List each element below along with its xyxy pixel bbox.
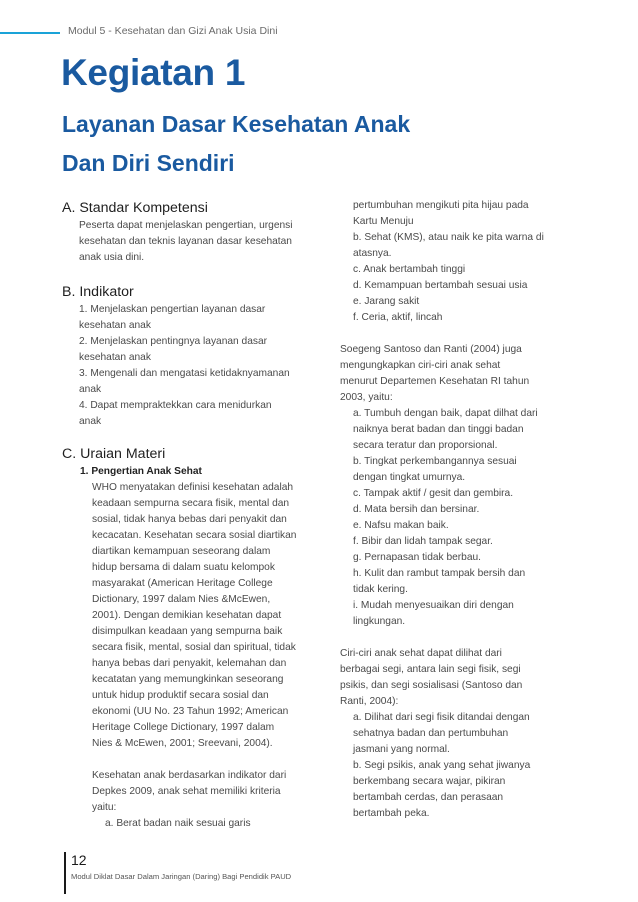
text-line: kecatatan yang memungkinkan seseorang (92, 674, 284, 685)
text-line: menurut Departemen Kesehatan RI tahun (340, 376, 530, 387)
list-item: b. Tingkat perkembangannya sesuai (353, 456, 517, 467)
text-line: yaitu: (92, 802, 117, 813)
list-item: sehatnya badan dan pertumbuhan (353, 728, 509, 739)
list-item: naiknya berat badan dan tinggi badan (353, 424, 524, 435)
text-line: Soegeng Santoso dan Ranti (2004) juga (340, 344, 522, 355)
list-item: b. Sehat (KMS), atau naik ke pita warna di (353, 232, 544, 243)
list-item: Kartu Menuju (353, 216, 414, 227)
text-line: Heritage College Dictionary, 1997 dalam (92, 722, 275, 733)
right-column (340, 198, 612, 822)
list-item: g. Pernapasan tidak berbau. (353, 552, 482, 563)
text-line: berbagai segi, antara lain segi fisik, segi (340, 664, 521, 675)
list-item: berkembang secara wajar, pikiran (353, 776, 506, 787)
text-line: Depkes 2009, anak sehat memiliki kriteria (92, 786, 281, 797)
criteria-list (340, 198, 612, 326)
list-item: d. Mata bersih dan bersinar. (353, 504, 480, 515)
list-item: i. Mudah menyesuaikan diri dengan (353, 600, 514, 611)
text-line: secara fisik, mental, sosial dan spiritual, tidak (92, 642, 296, 653)
section-a-heading: A. Standar Kompetensi (62, 200, 208, 216)
list-item: atasnya. (353, 248, 392, 259)
list-item: h. Kulit dan rambut tampak bersih dan (353, 568, 526, 579)
list-item: 3. Mengenali dan mengatasi ketidaknyamanan (79, 368, 290, 379)
list-item: c. Anak bertambah tinggi (353, 264, 466, 275)
text-line: kecacatan. Kesehatan secara sosial diartikan (92, 530, 297, 541)
text-line: Peserta dapat menjelaskan pengertian, urgensi (79, 220, 293, 231)
criteria-list-3 (340, 710, 612, 822)
text-line: ekonomi (UU No. 23 Tahun 1992; American (92, 706, 289, 717)
list-item: 4. Dapat mempraktekkan cara menidurkan (79, 400, 272, 411)
section-b-list (62, 302, 312, 430)
paragraph (340, 342, 612, 406)
text-line: sosial, tidak hanya bebas dari penyakit dan (92, 514, 287, 525)
list-item: c. Tampak aktif / gesit dan gembira. (353, 488, 514, 499)
page-title: Kegiatan 1 (61, 52, 246, 93)
list-item: pertumbuhan mengikuti pita hijau pada (353, 200, 529, 211)
header-rule (0, 32, 60, 34)
list-item: e. Nafsu makan baik. (353, 520, 449, 531)
text-line: masyarakat (American Heritage College (92, 578, 273, 589)
text-line: keadaan sempurna secara fisik, mental dan (92, 498, 290, 509)
page-subtitle-line2: Dan Diri Sendiri (62, 150, 235, 176)
list-item: f. Ceria, aktif, lincah (353, 312, 443, 323)
list-item: e. Jarang sakit (353, 296, 420, 307)
text-line: hanya bebas dari penyakit, kelemahan dan (92, 658, 287, 669)
list-item: 2. Menjelaskan pentingnya layanan dasar (79, 336, 268, 347)
list-item: bertambah peka. (353, 808, 430, 819)
list-item: anak (79, 384, 102, 395)
paragraph (340, 646, 612, 710)
list-item: jasmani yang normal. (353, 744, 450, 755)
footer-rule (64, 852, 66, 894)
list-item: dengan tingkat umurnya. (353, 472, 466, 483)
text-line: psikis, dan segi sosialisasi (Santoso dan (340, 680, 523, 691)
page-subtitle-line1: Layanan Dasar Kesehatan Anak (62, 111, 411, 137)
text-line: anak usia dini. (79, 252, 145, 263)
list-item: b. Segi psikis, anak yang sehat jiwanya (353, 760, 531, 771)
list-item: kesehatan anak (79, 320, 151, 331)
running-header: Modul 5 - Kesehatan dan Gizi Anak Usia Dini (68, 25, 278, 37)
list-item: tidak kering. (353, 584, 408, 595)
text-line: hidup bersama di dalam suatu kelompok (92, 562, 275, 573)
section-b-heading: B. Indikator (62, 284, 134, 300)
text-line: Ciri-ciri anak sehat dapat dilihat dari (340, 648, 502, 659)
text-line: 2003, yaitu: (340, 392, 393, 403)
text-line: 2001). Dengan demikian kesehatan dapat (92, 610, 282, 621)
text-line: Kesehatan anak berdasarkan indikator dari (92, 770, 287, 781)
list-item: anak (79, 416, 102, 427)
list-item: kesehatan anak (79, 352, 151, 363)
text-line: Dictionary, 1997 dalam Nies &McEwen, (92, 594, 271, 605)
text-line: disimpulkan keadaan yang sempurna baik (92, 626, 283, 637)
text-line: mengungkapkan ciri-ciri anak sehat (340, 360, 501, 371)
list-item: 1. Menjelaskan pengertian layanan dasar (79, 304, 266, 315)
left-column (62, 198, 312, 832)
section-c-body (62, 480, 312, 832)
list-item: bertambah cerdas, dan perasaan (353, 792, 504, 803)
text-line: Nies & McEwen, 2001; Sreevani, 2004). (92, 738, 273, 749)
list-item: f. Bibir dan lidah tampak segar. (353, 536, 493, 547)
page-number: 12 (71, 852, 87, 868)
subsection-heading: 1. Pengertian Anak Sehat (80, 466, 202, 477)
text-line: Ranti, 2004): (340, 696, 399, 707)
list-item: lingkungan. (353, 616, 406, 627)
text-line: diartikan kemampuan seseorang dalam (92, 546, 271, 557)
criteria-list-2 (340, 406, 612, 630)
list-item: a. Tumbuh dengan baik, dapat dilhat dari (353, 408, 538, 419)
list-item: a. Dilihat dari segi fisik ditandai dengan (353, 712, 530, 723)
text-line: untuk hidup produktif secara sosial dan (92, 690, 269, 701)
footer-text: Modul Diklat Dasar Dalam Jaringan (Daring) Bagi Pendidik PAUD (71, 872, 292, 881)
list-item: secara teratur dan proporsional. (353, 440, 498, 451)
list-item: a. Berat badan naik sesuai garis (105, 818, 251, 829)
list-item: d. Kemampuan bertambah sesuai usia (353, 280, 528, 291)
text-line: kesehatan dan teknis layanan dasar kesehatan (79, 236, 292, 247)
section-a-body (62, 218, 312, 266)
section-c-heading: C. Uraian Materi (62, 446, 166, 462)
text-line: WHO menyatakan definisi kesehatan adalah (92, 482, 294, 493)
